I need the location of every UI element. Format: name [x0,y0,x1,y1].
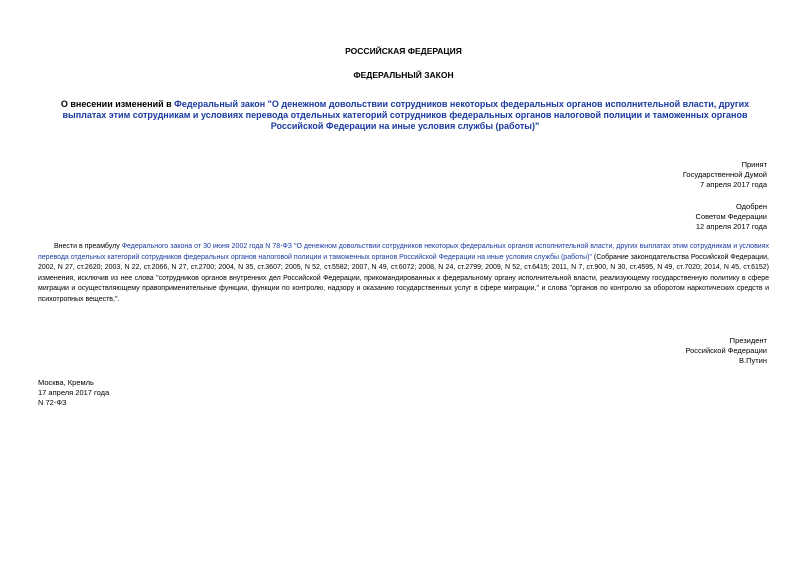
adopted-line: Принят [741,160,767,169]
approved-line: Одобрен [736,202,767,211]
signature-name: В.Путин [739,356,767,365]
law-title-link[interactable]: Федеральный закон "О денежном довольствии сотрудников некоторых федеральных органов исполнительной власти, других выплатах этим сотрудникам и условиях перевода отдельных категорий сотрудников федеральных органов налоговой полиции и таможенных органов Российской Федерации на иные условия службы (работы)" [62,99,750,131]
approved-by: Советом Федерации [695,212,767,221]
doc-type-heading: ФЕДЕРАЛЬНЫЙ ЗАКОН [353,70,454,80]
adopted-by: Государственной Думой [682,170,767,179]
sign-date: 17 апреля 2017 года [38,388,110,397]
law-number: N 72-ФЗ [38,398,67,407]
body-law-link[interactable]: Федерального закона от 30 июня 2002 года N 78-ФЗ "О денежном довольствии сотрудников некоторых федеральных органов исполнительной власти, других выплатах этим сотрудникам и условиях перевода отдельных категорий сотрудников федеральных органов налоговой полиции и таможенных органов Российской Федерации на иные условия службы (работы)" [38,243,769,261]
law-title-prefix: О внесении изменений в [60,99,175,109]
country-heading: РОССИЙСКАЯ ФЕДЕРАЦИЯ [345,46,462,56]
body-suffix: (Собрание законодательства Российской Федерации, 2002, N 27, ст.2620; 2003, N 22, ст.2066, N 27, ст.2700; 2004, N 35, ст.3607; 2005, N 52, ст.5582; 2007, N 49, ст.6072; 2008, N 24, ст.2799; 2009, N 52, ст.6415; 2011, N 7, ст.900, N 30, ст.4595, N 49, ст.7020; 2014, N 45, ст.6152) изменения, исключив из нее слова "сотрудников органов внутренних дел Российской Федерации, прикомандированных к федеральному органу исполнительной власти, реализующему государственную политику в сфере миграции и осуществляющему правоприменительные функции, функции по контролю, надзору и оказанию государственных услуг в сфере миграции," и слова "органов по контролю за оборотом наркотических средств и психотропных веществ,". [38,253,769,303]
adopted-date: 7 апреля 2017 года [700,180,767,189]
body-prefix: Внести в преамбулу [54,243,122,250]
signature-block [685,336,767,366]
approved-block [696,202,767,232]
adopted-block [683,160,767,190]
approved-date: 12 апреля 2017 года [695,222,767,231]
signature-country: Российской Федерации [685,346,767,355]
law-title [40,99,770,132]
place-date-block [38,378,109,408]
place: Москва, Кремль [38,378,94,387]
body-paragraph [38,242,769,305]
signature-title: Президент [729,336,767,345]
